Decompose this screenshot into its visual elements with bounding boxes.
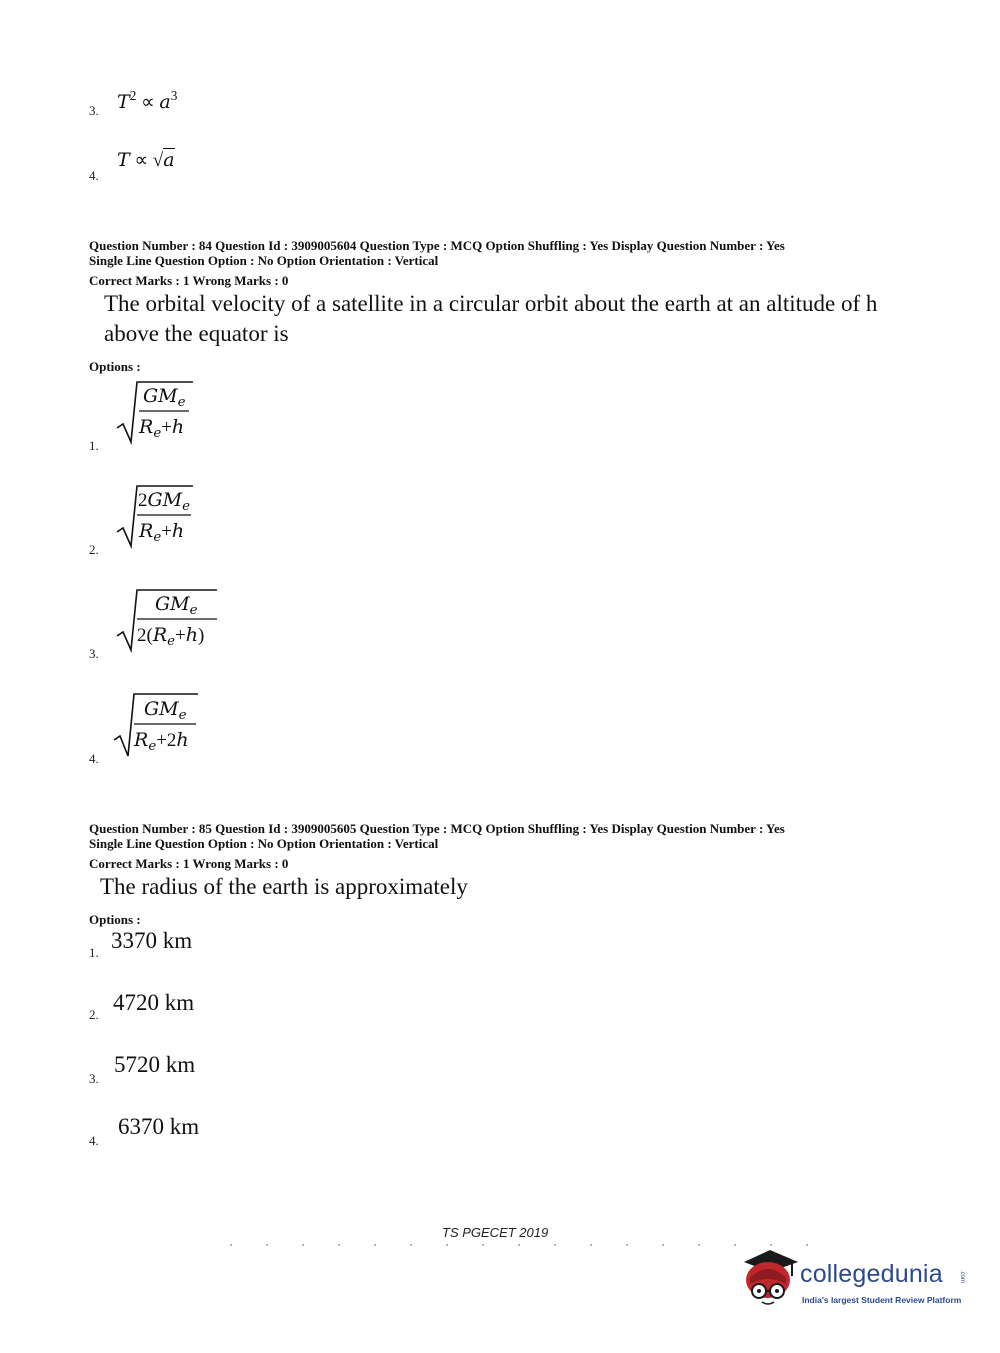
exam-name: TS PGECET 2019 (442, 1225, 549, 1240)
option-formula: $GM_e$ $R_e+2h$ (112, 690, 202, 758)
option-number: 1. (89, 438, 99, 453)
options-label: Options : (89, 359, 141, 374)
option-formula: $GM_e$ $R_e+h$ (115, 378, 195, 446)
option-value: 5720 km (114, 1052, 196, 1077)
option-formula: $T^2 \propto a^3$ (117, 88, 178, 113)
option-formula: $2GM_e$ $R_e+h$ (115, 482, 195, 550)
question-marks: Correct Marks : 1 Wrong Marks : 0 (89, 856, 289, 871)
option-number: 4. (89, 1133, 99, 1148)
question-meta-line2: Single Line Question Option : No Option Orientation : Vertical (89, 836, 439, 851)
question-text-line1: The orbital velocity of a satellite in a circular orbit about the earth at an altitude of h (104, 291, 878, 316)
option-value: 6370 km (118, 1114, 200, 1139)
option-value: 3370 km (111, 928, 193, 953)
question-meta-line2: Single Line Question Option : No Option Orientation : Vertical (89, 253, 439, 268)
question-text-line2: above the equator is (104, 321, 289, 346)
brand-name: collegedunia (800, 1260, 943, 1288)
question-meta-line1: Question Number : 85 Question Id : 3909005605 Question Type : MCQ Option Shuffling : Yes Display Question Number : Yes (89, 821, 785, 836)
option-formula: $GM_e$ $2(R_e+h)$ (115, 586, 221, 654)
option-number: 4. (89, 168, 99, 183)
option-number: 2. (89, 1007, 99, 1022)
graduate-mascot-icon (740, 1244, 800, 1310)
option-number: 4. (89, 751, 99, 766)
question-marks: Correct Marks : 1 Wrong Marks : 0 (89, 273, 289, 288)
option-number: 1. (89, 945, 99, 960)
options-label: Options : (89, 912, 141, 927)
option-number: 3. (89, 103, 99, 118)
question-text: The radius of the earth is approximately (100, 874, 468, 899)
brand-tagline: India's largest Student Review Platform (802, 1295, 962, 1305)
option-formula: T ∝ √a (117, 149, 175, 171)
dotted-divider (230, 1240, 820, 1250)
option-value: 4720 km (113, 990, 195, 1015)
brand-suffix: .com (959, 1270, 965, 1284)
question-meta-line1: Question Number : 84 Question Id : 3909005604 Question Type : MCQ Option Shuffling : Yes Display Question Number : Yes (89, 238, 785, 253)
collegedunia-logo (740, 1244, 965, 1314)
option-number: 2. (89, 542, 99, 557)
option-number: 3. (89, 646, 99, 661)
option-number: 3. (89, 1071, 99, 1086)
